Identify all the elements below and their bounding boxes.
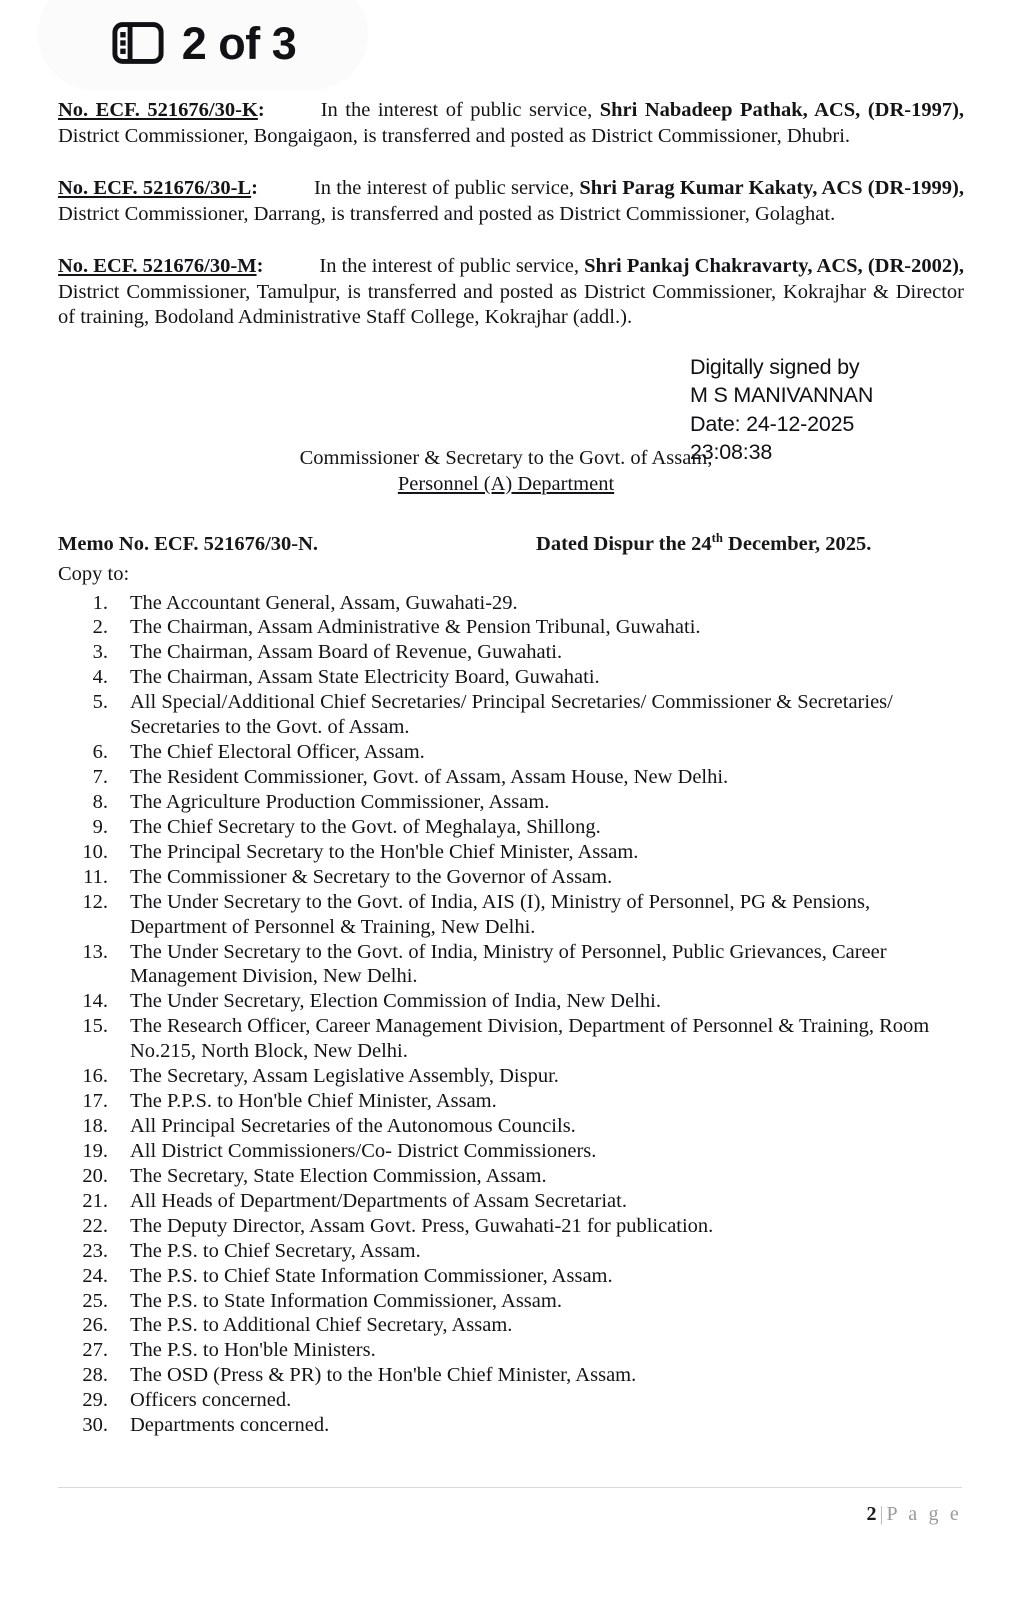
list-item: [58, 1014, 964, 1063]
list-item-number: 14.: [82, 990, 108, 1013]
list-item: [58, 989, 964, 1014]
order-body-text: District Commissioner, Darrang, is transferred and posted as District Commissioner, Golaghat.: [58, 202, 836, 225]
list-item-text: The Accountant General, Assam, Guwahati-29.: [130, 591, 518, 614]
digital-signature-line-1: Digitally signed by: [690, 354, 860, 379]
order-reference-number: No. ECF. 521676/30-M: [58, 255, 257, 277]
designation-line-1: Commissioner & Secretary to the Govt. of Assam,: [299, 446, 713, 469]
digital-signature-date: Date: 24-12-2025: [690, 411, 855, 436]
list-item-number: 23.: [82, 1239, 108, 1262]
designation-line-2: Personnel (A) Department: [397, 472, 615, 495]
list-item-text: The Research Officer, Career Management Division, Department of Personnel & Training, Room No.215, North Block, New Delhi.: [130, 1015, 930, 1062]
list-item-text: The Chairman, Assam Administrative & Pension Tribunal, Guwahati.: [130, 616, 701, 639]
list-item: [58, 815, 964, 840]
list-item: [58, 1114, 964, 1139]
list-item-text: The Chief Electoral Officer, Assam.: [130, 741, 425, 764]
list-item-text: The P.S. to State Information Commissioner, Assam.: [130, 1289, 562, 1312]
memo-date-prefix: Dated Dispur the 24: [536, 532, 712, 555]
list-item-text: The OSD (Press & PR) to the Hon'ble Chief Minister, Assam.: [130, 1364, 637, 1387]
list-item-number: 6.: [92, 741, 108, 764]
list-item: [58, 1413, 964, 1438]
list-item-text: All Special/Additional Chief Secretaries/ Principal Secretaries/ Commissioner & Secretaries/ Secretaries to the Govt. of Assam.: [130, 691, 893, 739]
officer-batch: (DR-1999),: [867, 177, 965, 199]
order-paragraph-k: [58, 98, 964, 149]
list-item-number: 18.: [82, 1114, 108, 1137]
list-item-text: The Secretary, Assam Legislative Assembly, Dispur.: [130, 1064, 559, 1087]
page-indicator-pill[interactable]: [38, 0, 368, 90]
memo-date: [536, 531, 871, 557]
memo-date-ordinal: th: [711, 530, 723, 545]
list-item-number: 21.: [82, 1189, 108, 1212]
document-content: [58, 98, 964, 1438]
list-item: [58, 615, 964, 640]
signature-block: [58, 353, 964, 501]
list-item: [58, 640, 964, 665]
order-paragraph-m: [58, 254, 964, 331]
list-item-number: 7.: [92, 766, 108, 788]
list-item-number: 17.: [82, 1089, 108, 1112]
pages-panel-icon: [110, 15, 166, 71]
list-item-number: 19.: [82, 1139, 108, 1162]
digital-signature-signer: M S MANIVANNAN: [690, 383, 874, 407]
list-item-number: 8.: [92, 790, 108, 813]
list-item-text: The Under Secretary, Election Commission of India, New Delhi.: [130, 990, 661, 1013]
footer-page-label: [58, 1502, 962, 1526]
list-item-number: 12.: [82, 890, 108, 913]
order-lead-in: In the interest of public service,: [320, 99, 593, 121]
order-lead-in: In the interest of public service,: [319, 255, 579, 277]
order-reference-colon: :: [256, 255, 264, 277]
footer-divider: [58, 1487, 962, 1488]
list-item: [58, 1239, 964, 1264]
order-reference-colon: :: [251, 177, 258, 199]
order-reference-colon: :: [257, 99, 265, 121]
list-item-number: 27.: [82, 1339, 108, 1362]
memo-header-row: [58, 531, 964, 557]
order-paragraph-l: [58, 176, 964, 227]
digital-signature-time: 23:08:38: [690, 440, 773, 464]
list-item-text: All Principal Secretaries of the Autonomous Councils.: [130, 1114, 576, 1137]
list-item-text: The Secretary, State Election Commission, Assam.: [130, 1164, 547, 1187]
list-item: [58, 1313, 964, 1338]
list-item: [58, 1089, 964, 1114]
list-item: [58, 840, 964, 865]
list-item: [58, 1214, 964, 1239]
footer-page-number: 2: [866, 1503, 877, 1525]
list-item-number: 2.: [92, 616, 108, 639]
officer-batch: (DR-1997),: [867, 99, 965, 121]
footer-separator: |: [879, 1503, 884, 1525]
list-item: [58, 890, 964, 939]
officer-name: Shri Nabadeep Pathak, ACS,: [599, 99, 861, 121]
list-item-text: The Under Secretary to the Govt. of India, Ministry of Personnel, Public Grievances, Career Management Division, New Delhi.: [130, 940, 887, 988]
list-item: [58, 690, 964, 739]
list-item-number: 5.: [92, 691, 108, 714]
list-item: [58, 1139, 964, 1164]
order-reference-number: No. ECF. 521676/30-L: [58, 177, 252, 199]
list-item-text: All District Commissioners/Co- District Commissioners.: [130, 1139, 597, 1162]
order-body-text: District Commissioner, Bongaigaon, is transferred and posted as District Commissioner, Dhubri.: [58, 124, 851, 147]
list-item-number: 25.: [82, 1289, 108, 1312]
list-item-text: The P.S. to Chief Secretary, Assam.: [130, 1239, 421, 1262]
list-item: [58, 790, 964, 815]
list-item: [58, 1189, 964, 1214]
list-item-number: 16.: [82, 1064, 108, 1087]
list-item-text: The Principal Secretary to the Hon'ble Chief Minister, Assam.: [130, 840, 639, 863]
list-item-number: 30.: [82, 1414, 108, 1437]
page-indicator-label: 2 of 3: [181, 17, 297, 69]
list-item-text: The Chairman, Assam State Electricity Board, Guwahati.: [130, 666, 600, 689]
digital-signature-stamp: [690, 353, 873, 467]
list-item-number: 15.: [82, 1015, 108, 1038]
memo-date-suffix: December, 2025.: [722, 532, 872, 555]
officer-name: Shri Pankaj Chakravarty, ACS,: [584, 255, 863, 277]
list-item: [58, 1388, 964, 1413]
officer-batch: (DR-2002),: [867, 255, 965, 277]
order-reference-number: No. ECF. 521676/30-K: [58, 99, 258, 121]
list-item-number: 29.: [82, 1389, 108, 1412]
list-item: [58, 1264, 964, 1289]
list-item: [58, 1064, 964, 1089]
memo-number: Memo No. ECF. 521676/30-N.: [58, 532, 319, 555]
list-item-text: The P.S. to Additional Chief Secretary, Assam.: [130, 1314, 513, 1337]
list-item-number: 20.: [82, 1164, 108, 1187]
list-item: [58, 740, 964, 765]
page-footer: [58, 1487, 962, 1526]
copy-to-label: Copy to:: [58, 562, 130, 585]
list-item-text: The P.P.S. to Hon'ble Chief Minister, Assam.: [130, 1089, 497, 1112]
list-item: [58, 1164, 964, 1189]
list-item-number: 22.: [82, 1214, 108, 1237]
list-item-number: 4.: [92, 666, 108, 689]
list-item-number: 28.: [82, 1364, 108, 1387]
list-item-number: 13.: [82, 940, 108, 963]
list-item-number: 3.: [92, 641, 108, 664]
list-item-number: 11.: [83, 865, 108, 888]
list-item-text: The Chief Secretary to the Govt. of Meghalaya, Shillong.: [130, 815, 601, 838]
list-item: [58, 940, 964, 989]
list-item: [58, 1363, 964, 1388]
list-item: [58, 665, 964, 690]
list-item-text: Departments concerned.: [130, 1414, 330, 1437]
order-lead-in: In the interest of public service,: [313, 177, 575, 199]
list-item-text: The Under Secretary to the Govt. of India, AIS (I), Ministry of Personnel, PG & Pensions, Department of Personnel & Training, New Delhi.: [130, 890, 871, 938]
list-item: [58, 1289, 964, 1314]
list-item-number: 9.: [92, 815, 108, 838]
list-item-number: 24.: [82, 1264, 108, 1287]
list-item-number: 26.: [82, 1314, 108, 1337]
list-item-text: All Heads of Department/Departments of Assam Secretariat.: [130, 1189, 627, 1212]
list-item: [58, 865, 964, 890]
list-item-text: The Resident Commissioner, Govt. of Assam, Assam House, New Delhi.: [130, 766, 729, 788]
list-item-text: The Chairman, Assam Board of Revenue, Guwahati.: [130, 641, 563, 664]
list-item: [58, 1338, 964, 1363]
footer-page-word: P a g e: [886, 1503, 962, 1525]
list-item-text: The Deputy Director, Assam Govt. Press, Guwahati-21 for publication.: [130, 1214, 714, 1237]
list-item: [58, 765, 964, 790]
order-body-text: District Commissioner, Tamulpur, is transferred and posted as District Commissioner, Kokrajhar & Director of training, Bodoland Administrative Staff College, Kokrajhar (addl.).: [58, 280, 964, 328]
list-item-text: The P.S. to Chief State Information Commissioner, Assam.: [130, 1264, 613, 1287]
copy-distribution-list: [58, 591, 964, 1439]
list-item-text: The P.S. to Hon'ble Ministers.: [130, 1339, 376, 1362]
list-item-text: The Agriculture Production Commissioner, Assam.: [130, 790, 550, 813]
officer-name: Shri Parag Kumar Kakaty, ACS: [579, 177, 863, 199]
list-item-text: The Commissioner & Secretary to the Governor of Assam.: [130, 865, 613, 888]
list-item-text: Officers concerned.: [130, 1389, 292, 1412]
list-item: [58, 591, 964, 616]
list-item-number: 10.: [82, 840, 108, 863]
list-item-number: 1.: [92, 591, 108, 614]
